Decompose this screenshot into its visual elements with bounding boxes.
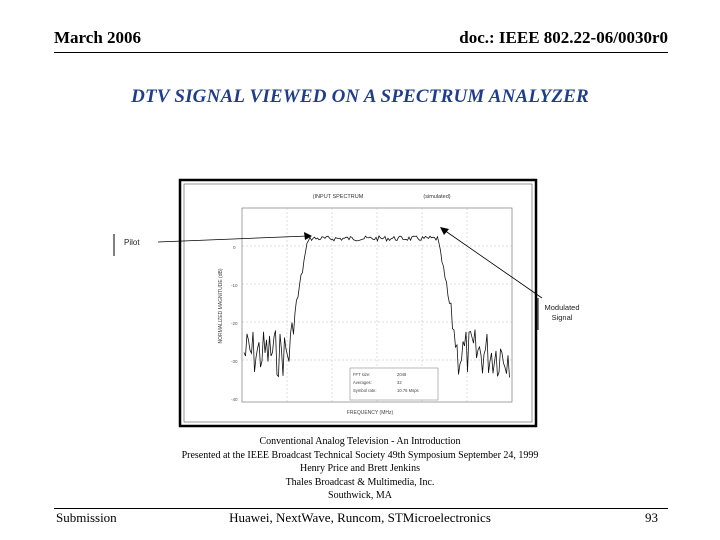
header-date: March 2006 [54, 28, 142, 47]
caption-line: Thales Broadcast & Multimedia, Inc. [285, 476, 435, 488]
figure-caption [0, 435, 720, 503]
svg-text:Symbol rate:: Symbol rate: [353, 388, 377, 393]
modulated-callout-label-2: Signal [551, 313, 573, 322]
slide-title: DTV SIGNAL VIEWED ON A SPECTRUM ANALYZER [131, 86, 589, 107]
svg-text:0: 0 [233, 245, 236, 250]
header-divider [54, 52, 668, 53]
svg-text:10.76 Msps: 10.76 Msps [397, 388, 419, 393]
footer-authors: Huawei, NextWave, Runcom, STMicroelectronics [229, 510, 491, 525]
footer-submission: Submission [56, 510, 117, 525]
plot-note: (simulated) [423, 194, 451, 200]
svg-text:-30: -30 [231, 359, 238, 364]
page-number: 93 [645, 510, 658, 525]
plot-xlabel: FREQUENCY (MHz) [346, 410, 394, 416]
svg-text:2048: 2048 [397, 372, 407, 377]
svg-text:FFT size:: FFT size: [353, 372, 371, 377]
spectrum-figure-svg [112, 178, 612, 436]
svg-text:-40: -40 [231, 397, 238, 402]
svg-text:-20: -20 [231, 321, 238, 326]
pilot-callout-label: Pilot [124, 238, 140, 247]
caption-line: Conventional Analog Television - An Introduction [259, 436, 461, 447]
plot-ylabel: NORMALIZED MAGNITUDE (dB) [218, 268, 224, 344]
caption-line: Presented at the IEEE Broadcast Technical Society 49th Symposium September 24, 1999 [181, 449, 539, 461]
svg-text:32: 32 [397, 380, 402, 385]
footer-divider [54, 508, 668, 509]
caption-line: Henry Price and Brett Jenkins [300, 463, 420, 475]
header-doc-id: doc.: IEEE 802.22-06/0030r0 [459, 28, 668, 47]
plot-title: (INPUT SPECTRUM [312, 194, 364, 200]
spectrum-figure [112, 178, 612, 436]
modulated-callout-label-1: Modulated [544, 303, 580, 312]
svg-text:Averages:: Averages: [353, 380, 372, 385]
caption-line: Southwick, MA [328, 490, 392, 502]
svg-text:-10: -10 [231, 283, 238, 288]
